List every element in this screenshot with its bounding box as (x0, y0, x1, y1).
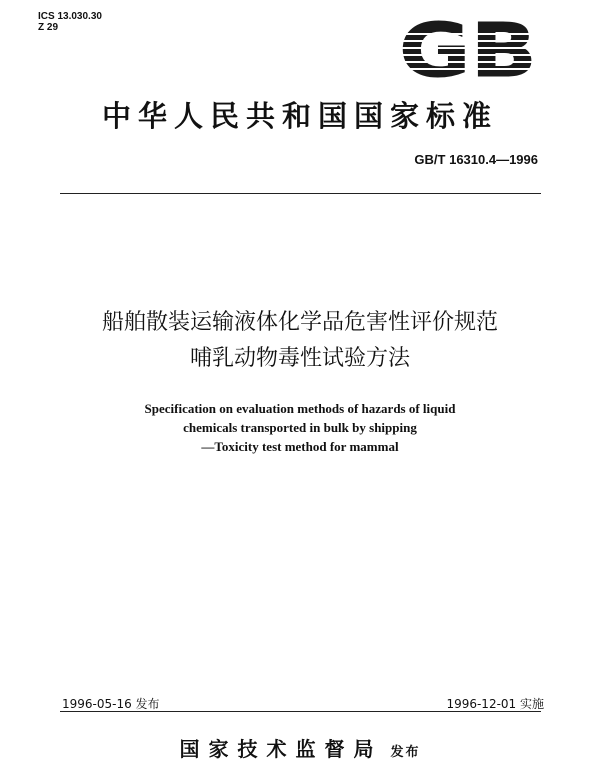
standard-number: GB/T 16310.4—1996 (414, 152, 538, 167)
title-en-line-1: Specification on evaluation methods of hazards of liquid (144, 401, 456, 416)
title-cn-line-1: 船舶散装运输液体化学品危害性评价规范 (101, 310, 498, 335)
issuer-action: 发布 (390, 745, 421, 760)
national-standard-title: 中华人民共和国国家标准 (101, 99, 498, 133)
classification-code: Z 29 (38, 22, 59, 33)
top-divider (60, 193, 541, 194)
title-en-line-2: chemicals transported in bulk by shipping (183, 420, 417, 435)
issuer-name: 国家技术监督局 (179, 737, 383, 761)
gb-logo (396, 14, 540, 86)
title-en-line-3: —Toxicity test method for mammal (201, 439, 399, 454)
logo-text: GB (399, 14, 537, 86)
bottom-divider (60, 711, 541, 712)
title-cn-line-2: 哺乳动物毒性试验方法 (189, 346, 410, 371)
ics-code: ICS 13.030.30 (38, 11, 102, 22)
issue-date: 1996-05-16 发布 (62, 697, 160, 711)
issuer-line (0, 733, 600, 762)
implementation-date: 1996-12-01 实施 (446, 697, 544, 711)
